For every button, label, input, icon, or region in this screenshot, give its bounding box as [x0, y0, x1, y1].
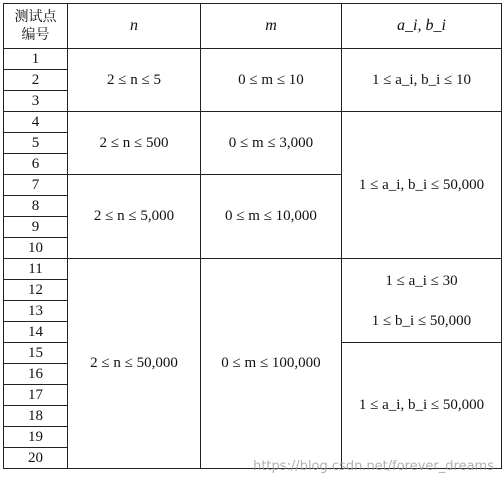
case-id: 13 [4, 301, 68, 322]
case-id: 16 [4, 364, 68, 385]
header-case-line1: 测试点 [14, 9, 57, 25]
case-id: 3 [4, 91, 68, 112]
watermark: https://blog.csdn.net/forever_dreams [253, 459, 494, 474]
case-id: 8 [4, 196, 68, 217]
n-range-group4: 2 ≤ n ≤ 50,000 [68, 259, 201, 469]
case-id: 6 [4, 154, 68, 175]
case-id: 10 [4, 238, 68, 259]
a-range-line: 1 ≤ a_i ≤ 30 [385, 272, 458, 289]
constraints-table-wrapper [3, 3, 502, 469]
case-id: 15 [4, 343, 68, 364]
header-m: m [201, 4, 342, 49]
case-id: 14 [4, 322, 68, 343]
case-id: 7 [4, 175, 68, 196]
case-id: 4 [4, 112, 68, 133]
constraints-table [3, 3, 502, 469]
header-ab: a_i, b_i [342, 4, 502, 49]
case-id: 18 [4, 406, 68, 427]
case-id: 17 [4, 385, 68, 406]
b-range-line: 1 ≤ b_i ≤ 50,000 [371, 312, 472, 329]
ab-range-group4: 1 ≤ a_i, b_i ≤ 50,000 [342, 343, 502, 469]
case-id: 12 [4, 280, 68, 301]
m-range-group1: 0 ≤ m ≤ 10 [201, 49, 342, 112]
case-id: 19 [4, 427, 68, 448]
n-range-group2: 2 ≤ n ≤ 500 [68, 112, 201, 175]
m-range-group4: 0 ≤ m ≤ 100,000 [201, 259, 342, 469]
table-row [4, 259, 502, 280]
n-range-group3: 2 ≤ n ≤ 5,000 [68, 175, 201, 259]
case-id: 1 [4, 49, 68, 70]
m-range-group3: 0 ≤ m ≤ 10,000 [201, 175, 342, 259]
case-id: 20 [4, 448, 68, 469]
case-id: 5 [4, 133, 68, 154]
table-row [4, 49, 502, 70]
n-range-group1: 2 ≤ n ≤ 5 [68, 49, 201, 112]
m-range-group2: 0 ≤ m ≤ 3,000 [201, 112, 342, 175]
header-row [4, 4, 502, 49]
ab-range-group2: 1 ≤ a_i, b_i ≤ 50,000 [342, 112, 502, 259]
ab-range-group3 [342, 259, 502, 343]
table-row [4, 112, 502, 133]
case-id: 2 [4, 70, 68, 91]
header-n: n [68, 4, 201, 49]
case-id: 9 [4, 217, 68, 238]
header-case-id [4, 4, 68, 49]
header-case-line2: 编号 [21, 27, 50, 43]
case-id: 11 [4, 259, 68, 280]
ab-range-group1: 1 ≤ a_i, b_i ≤ 10 [342, 49, 502, 112]
